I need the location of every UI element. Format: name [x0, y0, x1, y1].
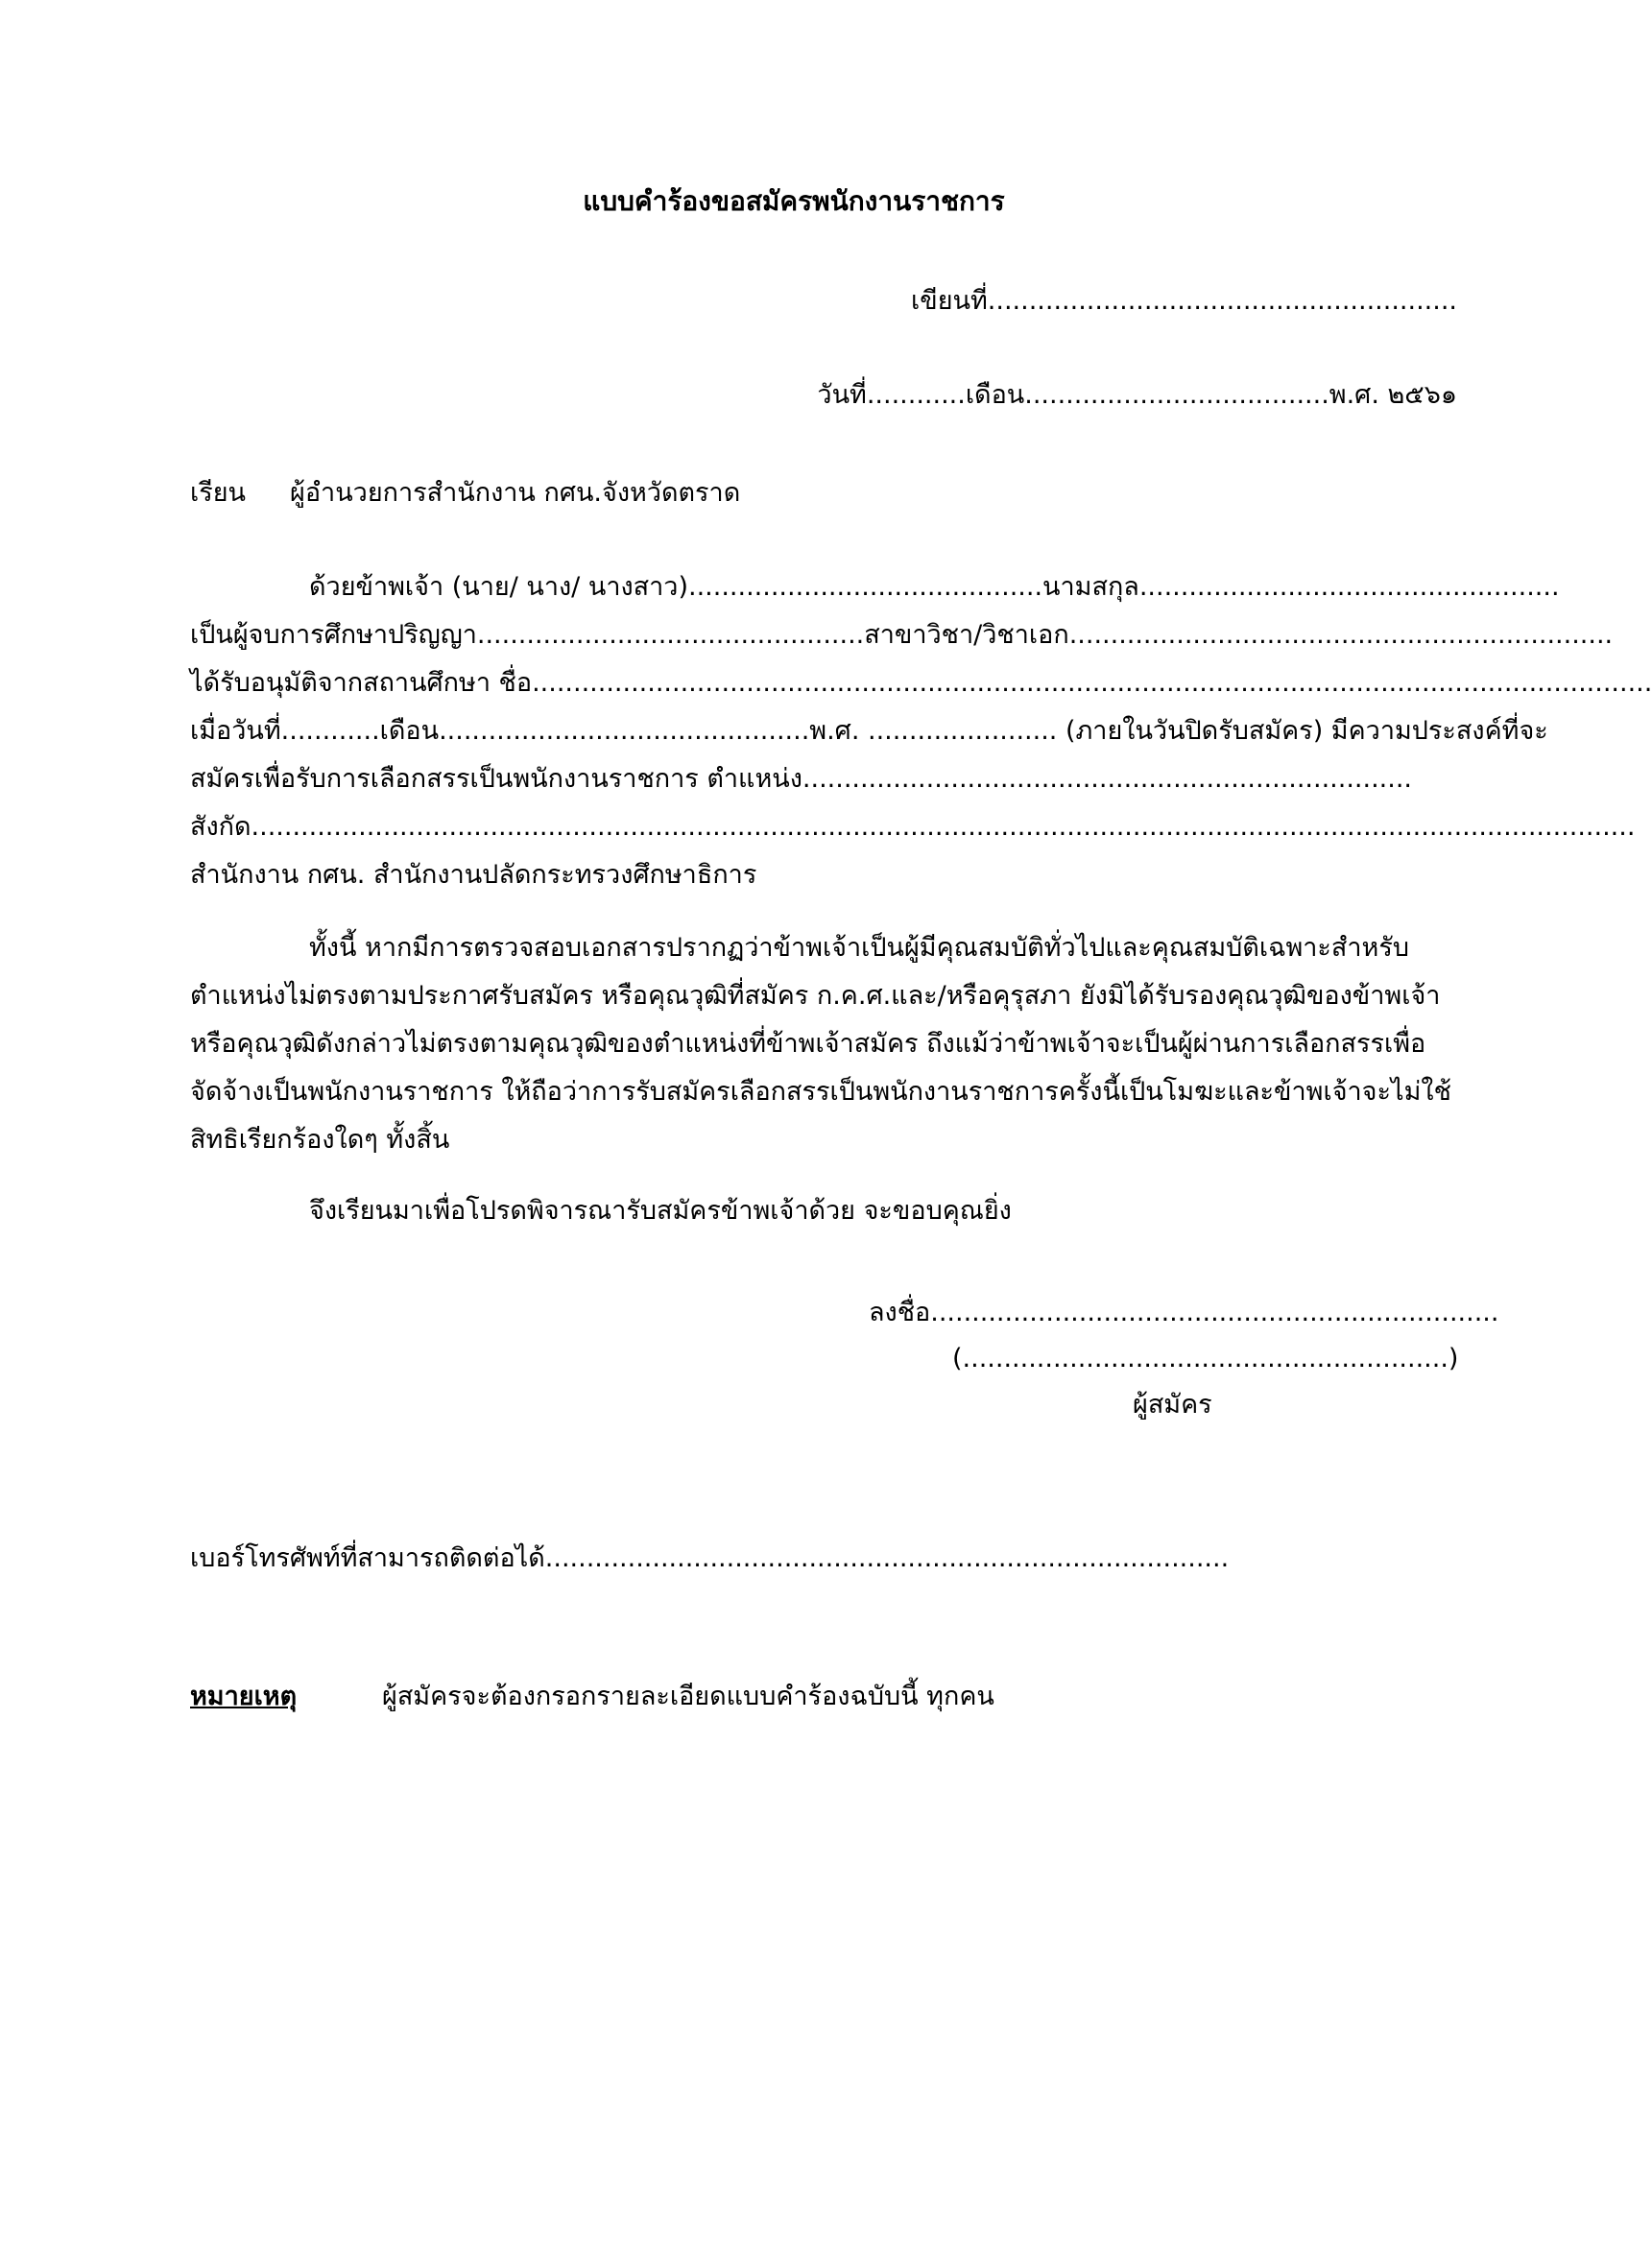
- condition-line-4: จัดจ้างเป็นพนักงานราชการ ให้ถือว่าการรับสมัครเลือกสรรเป็นพนักงานราชการครั้งนี้เป็นโมฆะและข้าพเจ้าจะไม่ใช้: [190, 1077, 1451, 1107]
- condition-line-2: ตำแหน่งไม่ตรงตามประกาศรับสมัคร หรือคุณวุฒิที่สมัคร ก.ค.ศ.และ/หรือคุรุสภา ยังมิได้รับรองคุณวุฒิของข้าพเจ้า: [190, 981, 1441, 1011]
- office-line: สำนักงาน กศน. สำนักงานปลัดกระทรวงศึกษาธิการ: [190, 860, 757, 890]
- salutation-recipient: ผู้อำนวยการสำนักงาน กศน.จังหวัดตราด: [290, 478, 741, 508]
- condition-line-1: ทั้งนี้ หากมีการตรวจสอบเอกสารปรากฏว่าข้าพเจ้าเป็นผู้มีคุณสมบัติทั่วไปและคุณสมบัติเฉพาะสำหรับ: [309, 933, 1409, 963]
- form-title: แบบคำร้องขอสมัครพนักงานราชการ: [583, 185, 1005, 217]
- position-line: สมัครเพื่อรับการเลือกสรรเป็นพนักงานราชการ ตำแหน่ง..........................................................................: [190, 764, 1413, 794]
- condition-line-5: สิทธิเรียกร้องใดๆ ทั้งสิ้น: [190, 1125, 450, 1155]
- signature-role: ผู้สมัคร: [1133, 1390, 1212, 1420]
- salutation-label: เรียน: [190, 478, 247, 508]
- approval-date-line: เมื่อวันที่............เดือน.............................................พ.ศ. ....................... (ภายในวันปิดรับสมัคร) มีความประสงค์ที่จะ: [190, 716, 1548, 746]
- affiliation-line: สังกัด........................................................................................................................................................................: [190, 812, 1636, 842]
- condition-line-3: หรือคุณวุฒิดังกล่าวไม่ตรงตามคุณวุฒิของตำแหน่งที่ข้าพเจ้าสมัคร ถึงแม้ว่าข้าพเจ้าจะเป็นผู้ผ่านการเลือกสรรเพื่อ: [190, 1029, 1426, 1059]
- education-line: เป็นผู้จบการศึกษาปริญญา...............................................สาขาวิชา/วิชาเอก..................................................................: [190, 620, 1614, 650]
- applicant-name-line: ด้วยข้าพเจ้า (นาย/ นาง/ นางสาว)...........................................นามสกุล...................................................: [309, 572, 1560, 602]
- closing-line: จึงเรียนมาเพื่อโปรดพิจารณารับสมัครข้าพเจ้าด้วย จะขอบคุณยิ่ง: [309, 1196, 1012, 1226]
- phone-line: เบอร์โทรศัพท์ที่สามารถติดต่อได้...................................................................................: [190, 1543, 1230, 1573]
- written-at-line: เขียนที่.........................................................: [911, 286, 1457, 316]
- institution-line: ได้รับอนุมัติจากสถานศึกษา ชื่อ........................................................................................................................................: [190, 668, 1652, 698]
- note-text: ผู้สมัครจะต้องกรอกรายละเอียดแบบคำร้องฉบับนี้ ทุกคน: [382, 1682, 994, 1711]
- date-line: วันที่............เดือน.....................................พ.ศ. ๒๕๖๑: [817, 380, 1457, 410]
- note-label: หมายเหตุ: [190, 1682, 298, 1711]
- signature-name-line: (...........................................................): [952, 1344, 1459, 1373]
- signature-line: ลงชื่อ.....................................................................: [869, 1298, 1499, 1327]
